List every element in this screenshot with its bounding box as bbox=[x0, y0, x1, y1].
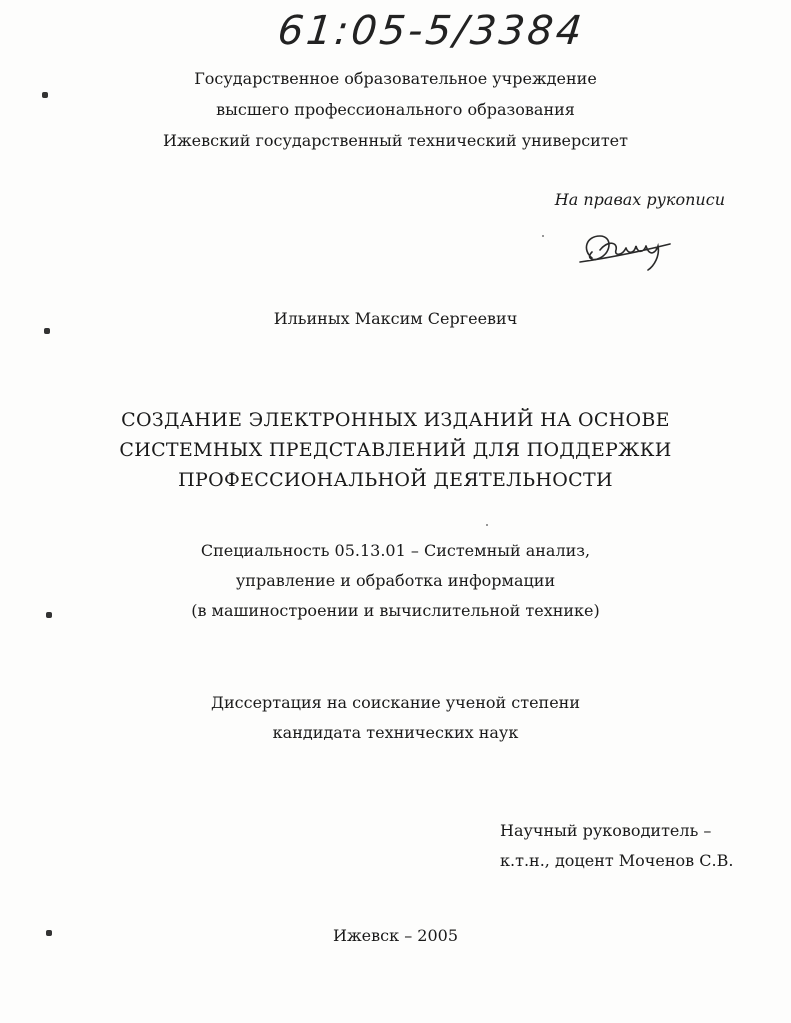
institution-block-3 bbox=[0, 130, 791, 152]
scan-speck bbox=[486, 524, 488, 526]
place-year-block bbox=[0, 925, 791, 947]
title-line: СОЗДАНИЕ ЭЛЕКТРОННЫХ ИЗДАНИЙ НА ОСНОВЕ bbox=[121, 409, 670, 431]
title-line: ПРОФЕССИОНАЛЬНОЙ ДЕЯТЕЛЬНОСТИ bbox=[178, 469, 613, 491]
specialty-line: управление и обработка информации bbox=[235, 571, 556, 590]
specialty-line: (в машиностроении и вычислительной технике) bbox=[191, 601, 600, 620]
rights-note: На правах рукописи bbox=[554, 190, 725, 209]
institution-block bbox=[0, 68, 791, 90]
institution-block-2 bbox=[0, 99, 791, 121]
thesis-line: кандидата технических наук bbox=[272, 723, 519, 742]
title-block bbox=[0, 405, 791, 495]
institution-line: высшего профессионального образования bbox=[216, 100, 575, 119]
scan-mark bbox=[46, 930, 52, 936]
thesis-block bbox=[0, 688, 791, 748]
archive-code: 61:05-5/3384 bbox=[275, 8, 587, 54]
specialty-block bbox=[0, 536, 791, 626]
supervisor-line: к.т.н., доцент Моченов С.В. bbox=[500, 851, 734, 870]
supervisor-block bbox=[500, 816, 733, 876]
scan-mark bbox=[42, 92, 48, 98]
signature-image bbox=[578, 228, 674, 272]
title-line: СИСТЕМНЫХ ПРЕДСТАВЛЕНИЙ ДЛЯ ПОДДЕРЖКИ bbox=[119, 439, 672, 461]
place-year: Ижевск – 2005 bbox=[333, 926, 458, 945]
author-name: Ильиных Максим Сергеевич bbox=[273, 309, 518, 328]
institution-line: Государственное образовательное учреждение bbox=[194, 69, 597, 88]
scan-mark bbox=[44, 328, 50, 334]
scan-speck bbox=[542, 235, 544, 237]
thesis-line: Диссертация на соискание ученой степени bbox=[210, 693, 580, 712]
specialty-line: Специальность 05.13.01 – Системный анализ, bbox=[200, 541, 591, 560]
supervisor-line: Научный руководитель – bbox=[500, 821, 712, 840]
institution-line: Ижевский государственный технический университет bbox=[163, 131, 628, 150]
author-block bbox=[0, 308, 791, 330]
scan-mark bbox=[46, 612, 52, 618]
